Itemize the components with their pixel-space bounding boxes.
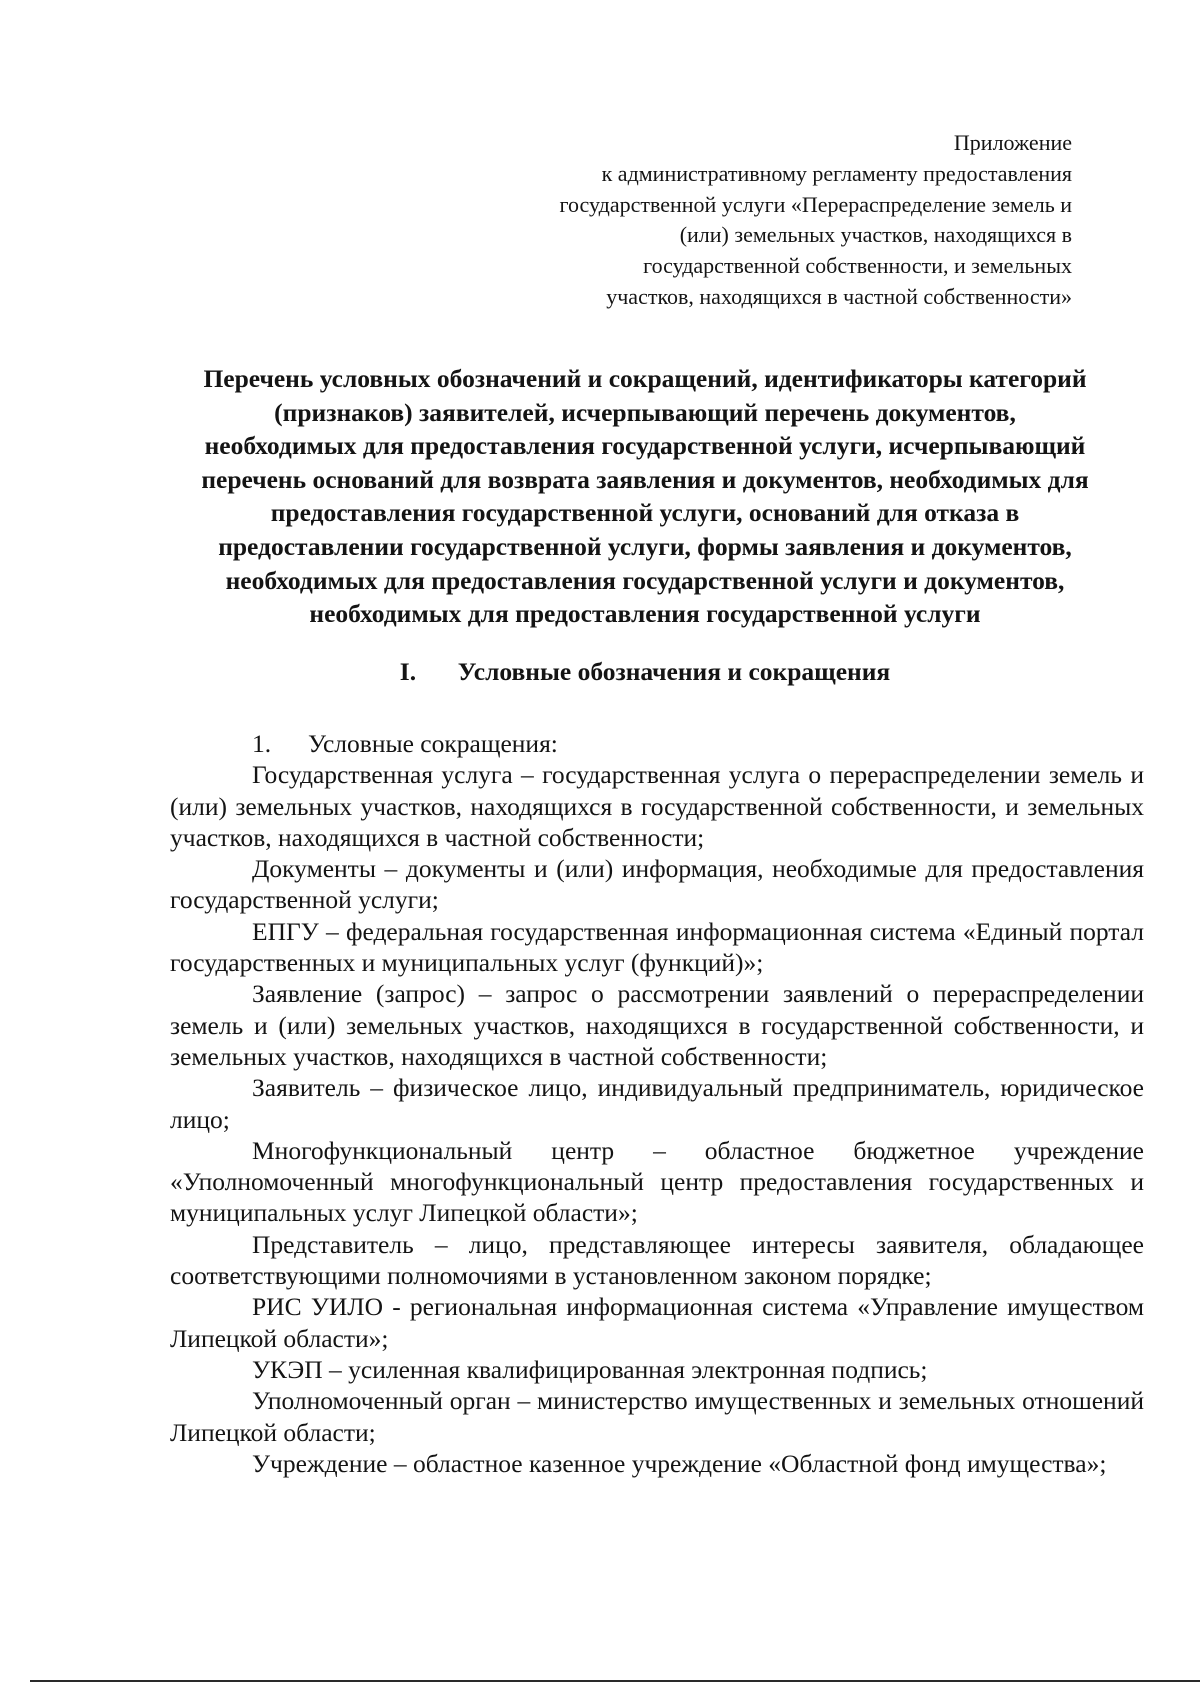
section-heading [150,655,1140,689]
appendix-line: к административному регламенту предоставления [601,160,1072,186]
definition-paragraph: Учреждение – областное казенное учреждение «Областной фонд имущества»; [252,1448,1107,1478]
list-item [170,728,1144,759]
appendix-header [472,128,1072,313]
definition-paragraph: УКЭП – усиленная квалифицированная электронная подпись; [252,1354,928,1384]
appendix-line: государственной собственности, и земельных [643,253,1072,279]
title-line: Перечень условных обозначений и сокращений, идентификаторы категорий [203,364,1087,393]
appendix-line: (или) земельных участков, находящихся в [679,222,1072,248]
section-number: I. [399,657,417,686]
title-line: (признаков) заявителей, исчерпывающий перечень документов, [274,397,1016,427]
page-bottom-rule [30,1680,1200,1682]
definition-paragraph: РИС УИЛО - региональная информационная система «Управление имуществом Липецкой области»; [170,1292,1144,1353]
definition-paragraph: Уполномоченный орган – министерство имущественных и земельных отношений Липецкой области; [170,1386,1144,1447]
section-title: Условные обозначения и сокращения [457,657,891,686]
title-line: предоставления государственной услуги, оснований для отказа в [270,498,1020,528]
list-item-number: 1. [252,729,272,758]
definition-paragraph: Представитель – лицо, представляющее интересы заявителя, обладающее соответствующими полномочиями в установленном законом порядке; [170,1229,1144,1291]
definition-paragraph: Заявитель – физическое лицо, индивидуальный предприниматель, юридическое лицо; [170,1073,1144,1134]
definition-paragraph: Государственная услуга – государственная услуга о перераспределении земель и (или) земельных участков, находящихся в государственной собственности, и земельных участков, находящихся в частной собственности; [170,760,1144,852]
title-line: необходимых для предоставления государственной услуги и документов, [225,565,1065,595]
definitions-body [170,728,1144,1479]
document-title [150,362,1140,631]
definition-paragraph: ЕПГУ – федеральная государственная информационная система «Единый портал государственных и муниципальных услуг (функций)»; [170,916,1144,978]
list-item-text: Условные сокращения: [308,729,558,758]
title-line: предоставлении государственной услуги, формы заявления и документов, [218,531,1072,561]
definition-paragraph: Многофункциональный центр – областное бюджетное учреждение «Уполномоченный многофункциональный центр предоставления государственных и муниципальных услуг Липецкой области»; [170,1135,1144,1228]
title-line: необходимых для предоставления государственной услуги [309,599,981,629]
appendix-line: Приложение [953,130,1072,155]
title-line: перечень оснований для возврата заявления и документов, необходимых для [201,464,1089,494]
appendix-line: государственной услуги «Перераспределение земель и [559,191,1072,217]
appendix-line: участков, находящихся в частной собственности» [606,283,1072,309]
definition-paragraph: Документы – документы и (или) информация, необходимые для предоставления государственной услуги; [170,854,1144,915]
title-line: необходимых для предоставления государственной услуги, исчерпывающий [204,431,1086,461]
definition-paragraph: Заявление (запрос) – запрос о рассмотрении заявлений о перераспределении земель и (или) земельных участков, находящихся в государственной собственности, и земельных участков, находящихся в частной собственности; [170,979,1144,1071]
